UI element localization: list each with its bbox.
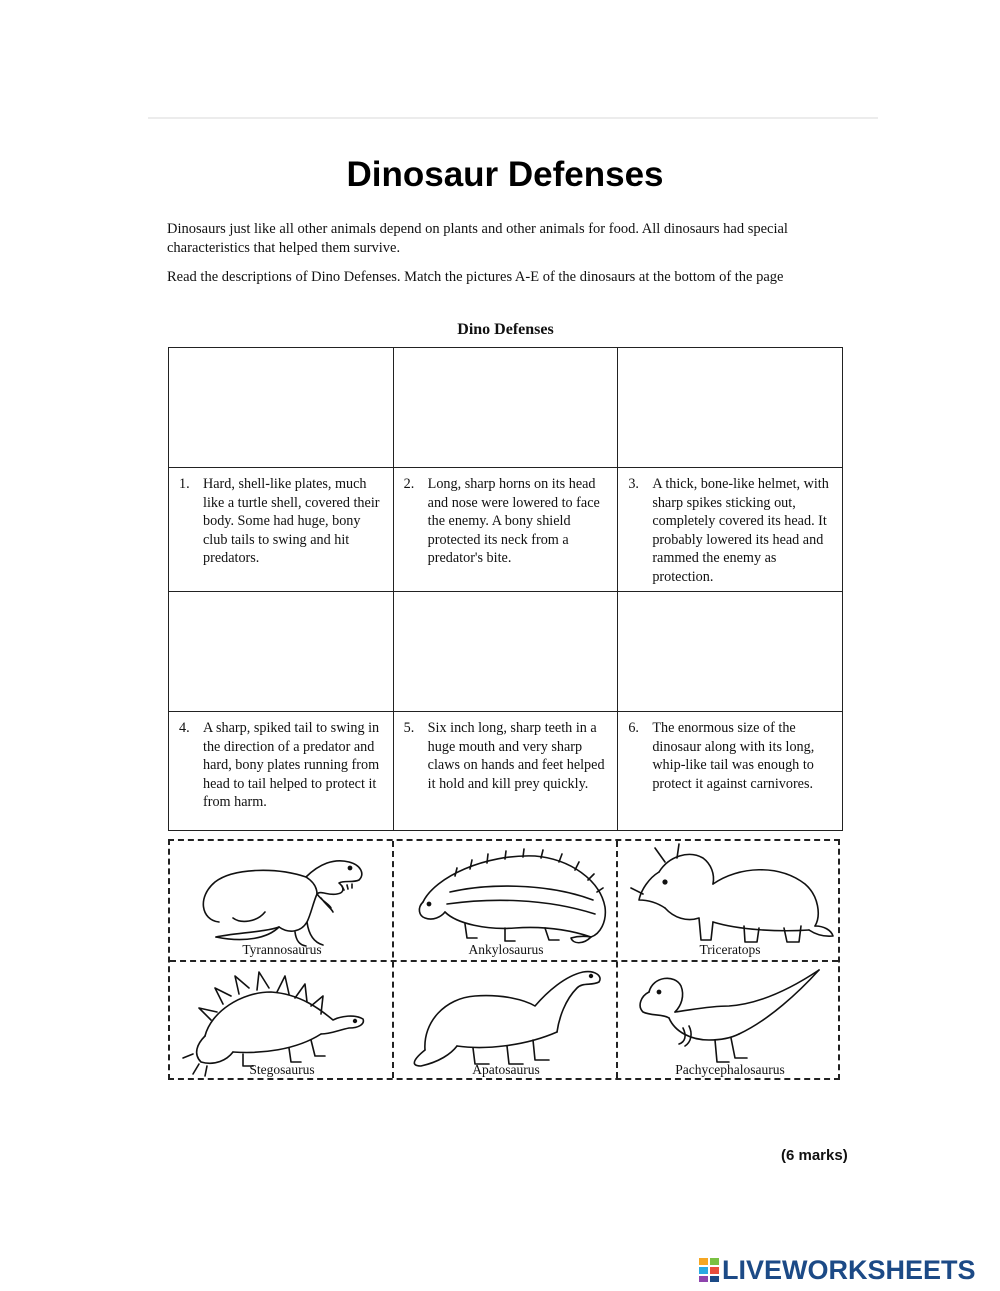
dino-name: Ankylosaurus [468, 942, 544, 957]
drop-zone-4[interactable] [169, 592, 394, 712]
drop-zone-2[interactable] [393, 348, 618, 468]
description-cell-5 [393, 712, 618, 831]
drop-zone-1[interactable] [169, 348, 394, 468]
dino-name: Tyrannosaurus [242, 942, 322, 957]
dino-name: Stegosaurus [249, 1062, 315, 1077]
description-cell-2 [393, 468, 618, 592]
dino-card-apatosaurus[interactable] [395, 962, 617, 1080]
item-text: The enormous size of the dinosaur along with its long, whip-like tail was enough to protect it against carnivores. [652, 720, 815, 792]
intro-text [167, 220, 867, 297]
dino-name: Triceratops [699, 942, 761, 957]
drop-zone-3[interactable] [618, 348, 843, 468]
description-cell-4 [169, 712, 394, 831]
dino-card-tyrannosaurus[interactable] [171, 842, 393, 960]
drop-zone-5[interactable] [393, 592, 618, 712]
dino-card-ankylosaurus[interactable] [395, 842, 617, 960]
item-number: 2. [403, 476, 415, 492]
item-text: Hard, shell-like plates, much like a turtle shell, covered their body. Some had huge, bony club tails to swing and hit predators. [203, 476, 380, 566]
dino-defenses-table [168, 347, 843, 831]
item-text: Six inch long, sharp teeth in a huge mouth and very sharp claws on hands and feet helped it hold and kill prey quickly. [427, 720, 605, 792]
dino-card-triceratops[interactable] [619, 842, 841, 960]
drop-zone-6[interactable] [618, 592, 843, 712]
intro-paragraph-2: Read the descriptions of Dino Defenses. Match the pictures A-E of the dinosaurs at the bottom of the page [167, 269, 784, 285]
item-number: 3. [628, 476, 639, 492]
liveworksheets-logo-icon [698, 1257, 720, 1283]
description-cell-3 [618, 468, 843, 592]
item-text: Long, sharp horns on its head and nose were lowered to face the enemy. A bony shield protected its neck from a predator's bite. [427, 476, 600, 566]
top-divider [148, 117, 878, 119]
dino-name: Pachycephalosaurus [675, 1062, 785, 1077]
liveworksheets-logo [698, 1255, 976, 1285]
item-text: A thick, bone-like helmet, with sharp spikes sticking out, completely covered its head. It probably lowered its head and rammed the enemy as protection. [652, 476, 829, 585]
item-number: 6. [628, 720, 639, 736]
brand-name: LIVEWORKSHEETS [722, 1254, 976, 1285]
description-cell-6 [618, 712, 843, 831]
description-cell-1 [169, 468, 394, 592]
dino-name: Apatosaurus [472, 1062, 540, 1077]
item-number: 4. [179, 720, 190, 736]
marks-label: (6 marks) [781, 1147, 848, 1164]
dino-card-stegosaurus[interactable] [171, 962, 393, 1080]
dinosaur-pictures [168, 839, 840, 1080]
page-title: Dinosaur Defenses [346, 155, 664, 194]
dino-card-pachycephalosaurus[interactable] [619, 962, 841, 1080]
table-title: Dino Defenses [457, 321, 554, 338]
intro-paragraph-1: Dinosaurs just like all other animals depend on plants and other animals for food. All dinosaurs had special characteristics that helped them survive. [167, 221, 788, 256]
item-text: A sharp, spiked tail to swing in the direction of a predator and hard, bony plates running from head to tail helped to protect it from harm. [203, 720, 380, 810]
item-number: 1. [179, 476, 190, 492]
item-number: 5. [403, 720, 415, 736]
